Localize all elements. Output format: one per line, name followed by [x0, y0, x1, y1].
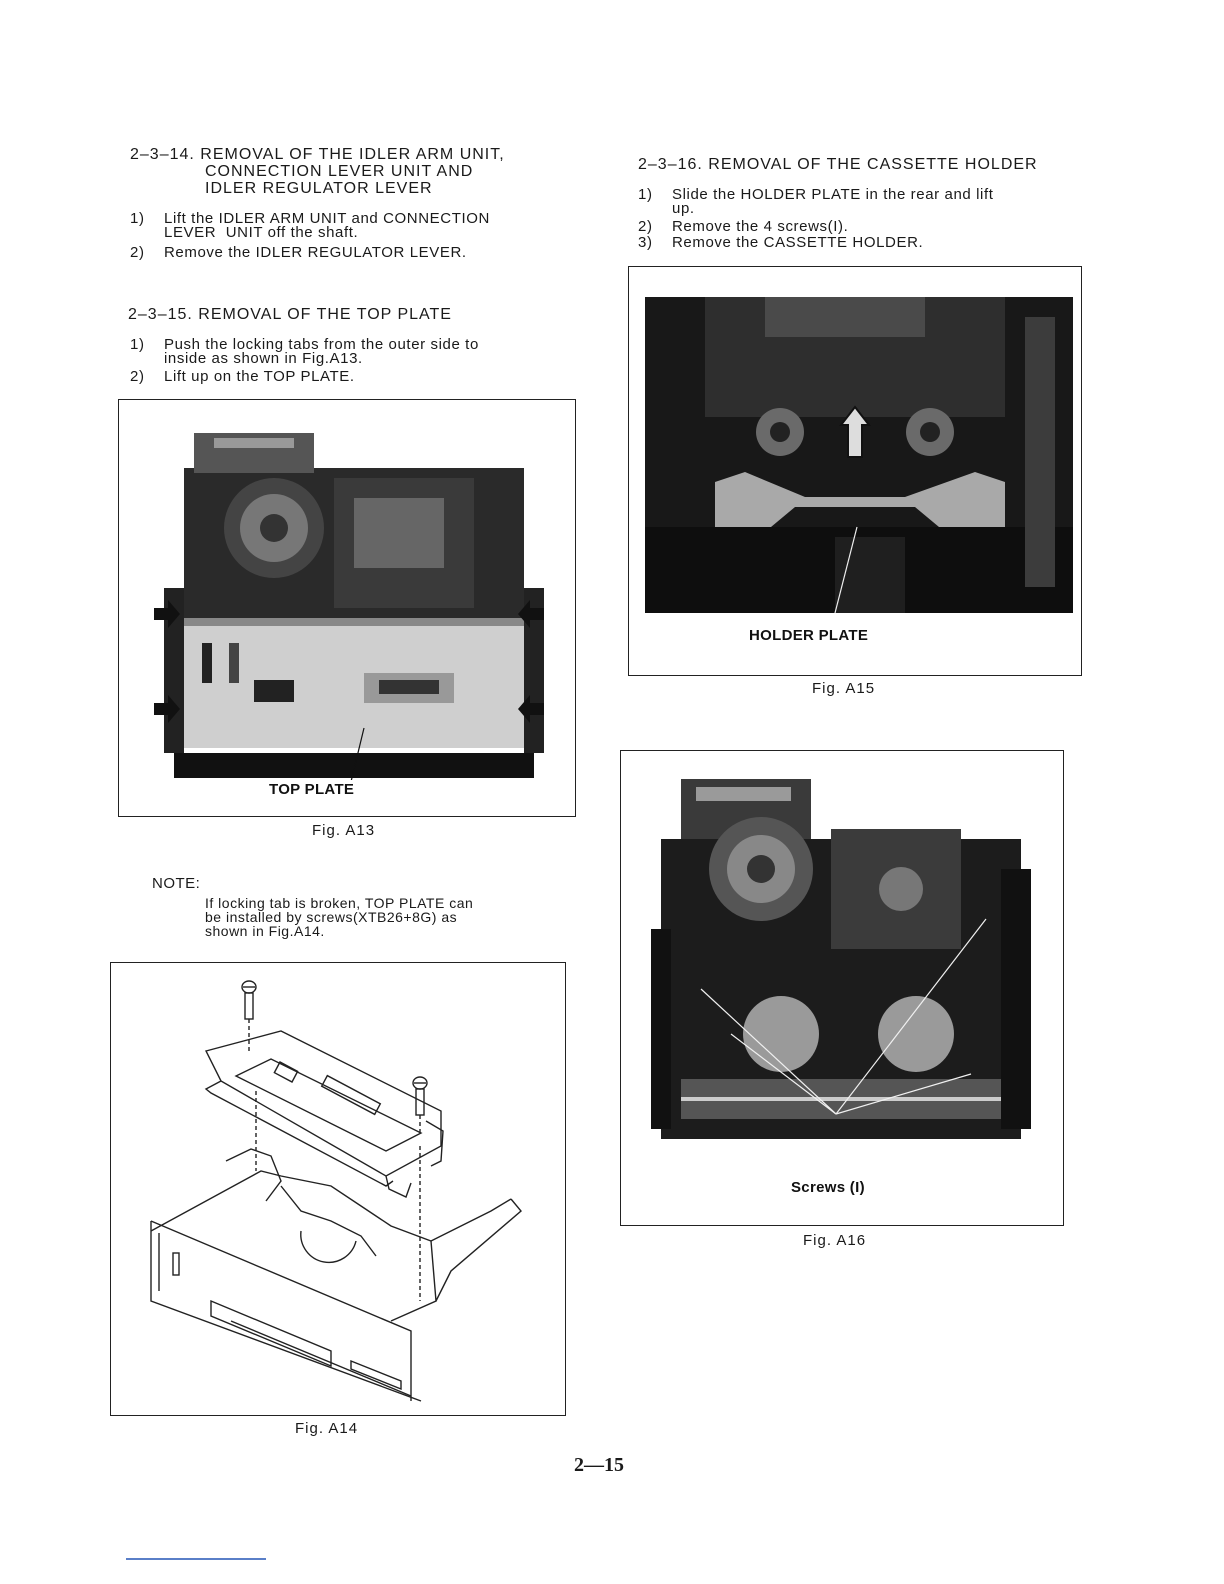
- step-number: 2): [130, 368, 145, 385]
- section-2-3-14-title-line-2: CONNECTION LEVER UNIT AND: [205, 163, 474, 180]
- section-2-3-14-title-line-3: IDLER REGULATOR LEVER: [205, 180, 433, 197]
- step-number: 1): [638, 186, 653, 203]
- step-number: 2): [130, 244, 145, 261]
- section-2-3-14-step-1: [130, 212, 590, 242]
- figure-a16-caption: Fig. A16: [803, 1232, 867, 1249]
- step-text: Lift the IDLER ARM UNIT and CONNECTION LEVER UNIT off the shaft.: [164, 210, 490, 241]
- figure-a15: [628, 266, 1082, 676]
- section-2-3-16-title: 2–3–16. REMOVAL OF THE CASSETTE HOLDER: [638, 156, 1038, 173]
- step-text: Remove the 4 screws(I).: [672, 218, 849, 235]
- figure-a14: [110, 962, 566, 1416]
- bottom-rule: [126, 1558, 266, 1560]
- step-number: 1): [130, 210, 145, 227]
- step-text: Remove the IDLER REGULATOR LEVER.: [164, 244, 467, 261]
- section-2-3-15-step-2: [130, 370, 590, 386]
- top-plate-screw-diagram: [131, 971, 551, 1407]
- step-number: 3): [638, 234, 653, 251]
- step-text: Remove the CASSETTE HOLDER.: [672, 234, 924, 251]
- section-2-3-14-title-line-1: 2–3–14. REMOVAL OF THE IDLER ARM UNIT,: [130, 146, 505, 163]
- figure-a13-caption: Fig. A13: [312, 822, 376, 839]
- holder-plate-label: HOLDER PLATE: [749, 627, 869, 644]
- step-text: Slide the HOLDER PLATE in the rear and lift up.: [672, 186, 994, 217]
- step-number: 2): [638, 218, 653, 235]
- note-label: NOTE:: [152, 875, 201, 892]
- top-plate-photo: [154, 418, 544, 780]
- screws-label: Screws (I): [791, 1179, 865, 1196]
- step-text: Push the locking tabs from the outer side to inside as shown in Fig.A13.: [164, 336, 479, 367]
- step-text: Lift up on the TOP PLATE.: [164, 368, 355, 385]
- cassette-holder-screws-photo: [651, 779, 1031, 1159]
- step-number: 1): [130, 336, 145, 353]
- figure-a15-caption: Fig. A15: [812, 680, 876, 697]
- section-2-3-14-step-2: [130, 246, 590, 262]
- section-2-3-16-step-1: [638, 188, 1088, 218]
- top-plate-label: TOP PLATE: [269, 781, 355, 798]
- section-2-3-15-title: 2–3–15. REMOVAL OF THE TOP PLATE: [128, 306, 452, 323]
- figure-a13: [118, 399, 576, 817]
- page-number: 2—15: [574, 1454, 624, 1476]
- note-text: If locking tab is broken, TOP PLATE can be installed by screws(XTB26+8G) as shown in Fig.A14.: [205, 895, 474, 939]
- figure-a14-caption: Fig. A14: [295, 1420, 359, 1437]
- figure-a16: [620, 750, 1064, 1226]
- section-2-3-16-step-3: [638, 236, 1088, 252]
- section-2-3-15-step-1: [130, 338, 590, 368]
- holder-plate-photo: [645, 297, 1073, 613]
